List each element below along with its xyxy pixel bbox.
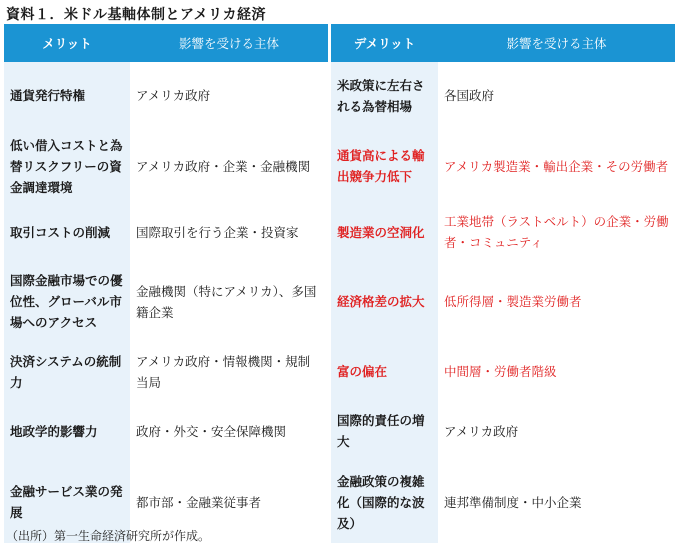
table-header-row [4,24,675,62]
header-merit: メリット [4,24,130,62]
demerit-cell: 経済格差の拡大 [328,261,438,342]
header-demerit-affected: 影響を受ける主体 [438,24,675,62]
merit-cell: 国際金融市場での優位性、グローバル市場へのアクセス [4,261,130,342]
merit-affected-cell: アメリカ政府 [130,62,328,129]
merit-cell: 決済システムの統制力 [4,342,130,401]
merit-affected-cell: 金融機関（特にアメリカ）、多国籍企業 [130,261,328,342]
table-row [4,129,675,203]
merit-affected-cell: 都市部・金融業従事者 [130,461,328,543]
demerit-cell: 製造業の空洞化 [328,203,438,261]
demerit-cell: 富の偏在 [328,342,438,401]
demerit-affected-cell: 連邦準備制度・中小企業 [438,461,675,543]
table-row [4,261,675,342]
merit-cell: 地政学的影響力 [4,401,130,461]
demerit-cell: 通貨高による輸出競争力低下 [328,129,438,203]
source-note: （出所）第一生命経済研究所が作成。 [6,529,211,543]
merit-cell: 金融サービス業の発展 [4,461,130,543]
demerit-affected-cell: 工業地帯（ラストベルト）の企業・労働者・コミュニティ [438,203,675,261]
demerit-cell: 金融政策の複雑化（国際的な波及） [328,461,438,543]
demerit-affected-cell: アメリカ政府 [438,401,675,461]
merit-cell: 取引コストの削減 [4,203,130,261]
document-title: 資料１．米ドル基軸体制とアメリカ経済 [6,7,267,23]
demerit-cell: 米政策に左右される為替相場 [328,62,438,129]
table-row [4,342,675,401]
merit-affected-cell: 国際取引を行う企業・投資家 [130,203,328,261]
merit-affected-cell: アメリカ政府・情報機関・規制当局 [130,342,328,401]
merit-affected-cell: 政府・外交・安全保障機関 [130,401,328,461]
header-merit-affected: 影響を受ける主体 [130,24,328,62]
merit-cell: 通貨発行特権 [4,62,130,129]
table-row [4,203,675,261]
demerit-affected-cell: 各国政府 [438,62,675,129]
demerit-affected-cell: アメリカ製造業・輸出企業・その労働者 [438,129,675,203]
header-demerit: デメリット [328,24,438,62]
merit-affected-cell: アメリカ政府・企業・金融機関 [130,129,328,203]
demerit-affected-cell: 低所得層・製造業労働者 [438,261,675,342]
merit-demerit-table [4,24,675,543]
merit-cell: 低い借入コストと為替リスクフリーの資金調達環境 [4,129,130,203]
demerit-affected-cell: 中間層・労働者階級 [438,342,675,401]
demerit-cell: 国際的責任の増大 [328,401,438,461]
table-row [4,401,675,461]
table-row [4,62,675,129]
